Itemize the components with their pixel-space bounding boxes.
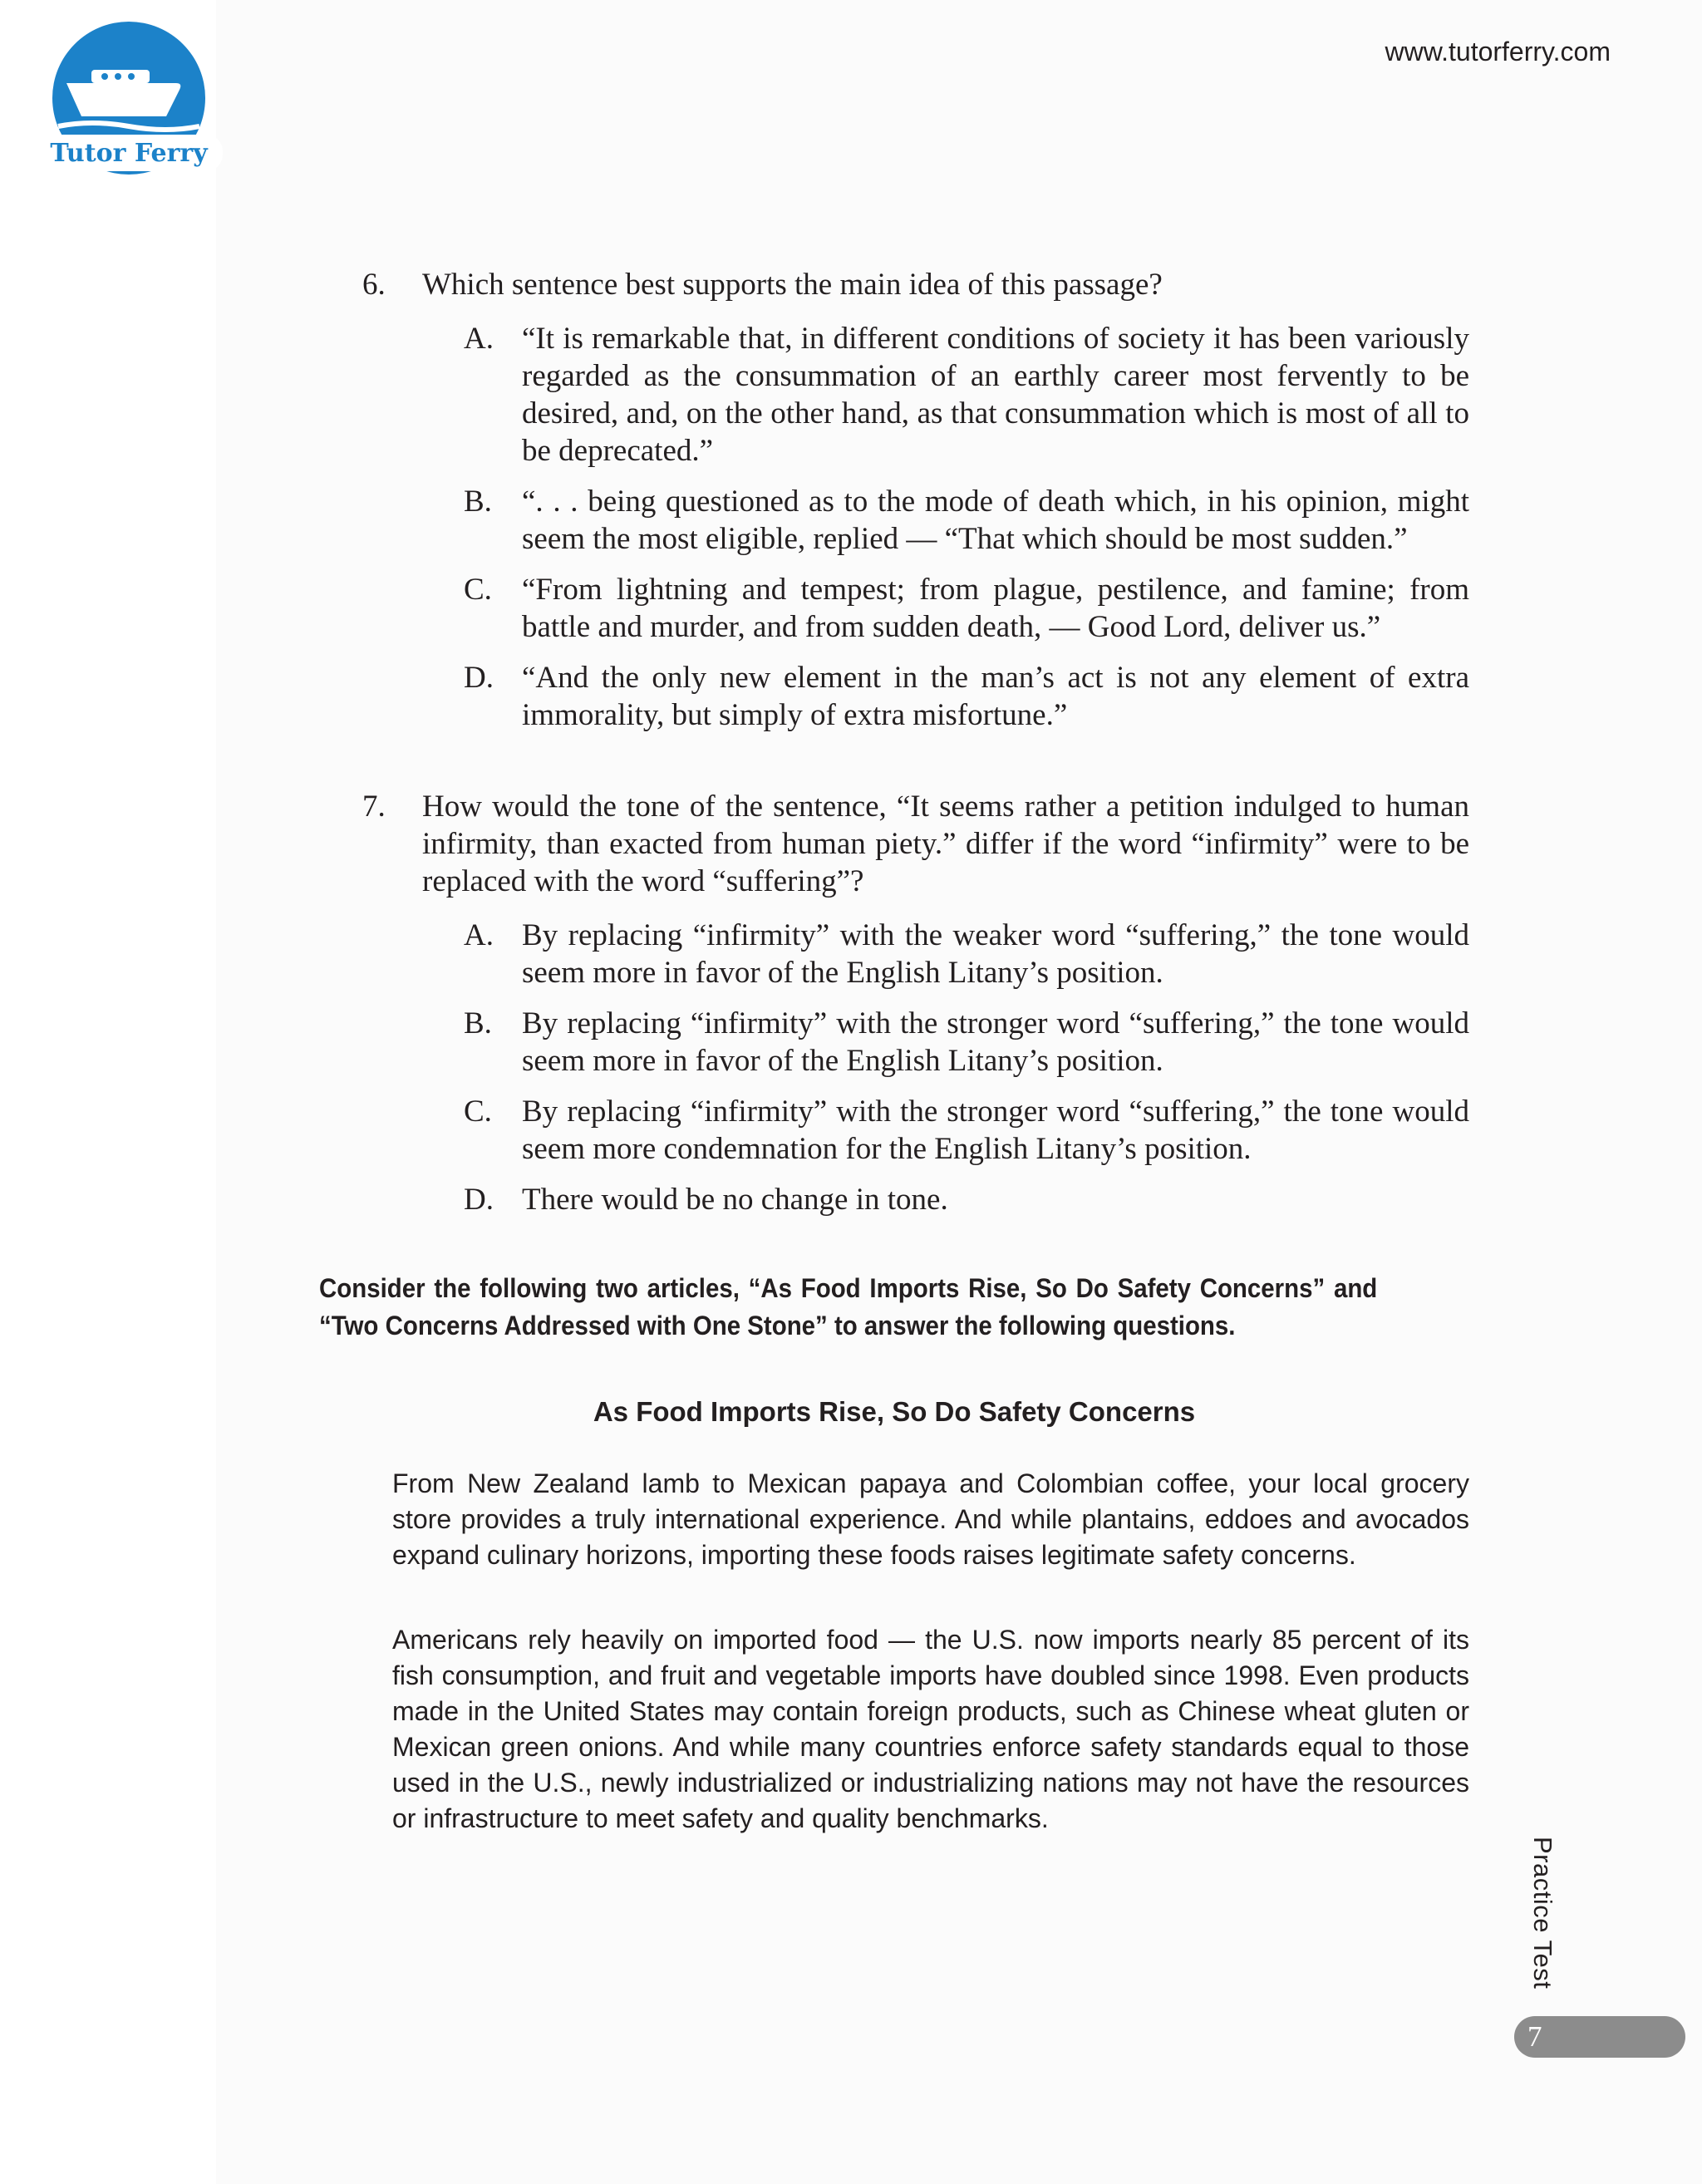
option-letter: A. [464,322,494,356]
option-letter: C. [464,1094,492,1129]
answer-option-b [464,1005,1469,1080]
svg-text:Tutor Ferry: Tutor Ferry [50,139,208,168]
option-letter: A. [464,918,494,952]
answer-option-d [464,659,1469,734]
option-text: “From lightning and tempest; from plague, pestilence, and famine; from battle and murder, and from sudden death, — Good Lord, deliver us.” [522,573,1469,644]
option-letter: C. [464,573,492,607]
articles-intro: Consider the following two articles, “As Food Imports Rise, So Do Safety Concerns” and “Two Concerns Addressed with One Stone” to answer the following questions. [319,1273,1378,1340]
option-text: “It is remarkable that, in different conditions of society it has been variously regarded as the consummation of an earthly career most fervently to be desired, and, on the other hand, as that consummation which is most of all to be deprecated.” [522,322,1469,468]
answer-option-d [464,1181,1469,1218]
question-6 [362,266,1469,747]
tutor-ferry-logo [33,18,224,176]
question-stem: Which sentence best supports the main idea of this passage? [422,268,1163,302]
option-text: By replacing “infirmity” with the weaker word “suffering,” the tone would seem more in favor of the English Litany’s position. [522,918,1469,990]
option-text: “. . . being questioned as to the mode of death which, in his opinion, might seem the most eligible, replied — “That which should be most sudden.” [522,485,1469,556]
option-text: There would be no change in tone. [522,1183,948,1217]
answer-option-c [464,571,1469,646]
article-paragraph: From New Zealand lamb to Mexican papaya and Colombian coffee, your local grocery store provides a truly international experience. And while plantains, eddoes and avocados expand culinary horizons, importing these foods raises legitimate safety concerns. [392,1468,1469,1570]
article-paragraph: Americans rely heavily on imported food — the U.S. now imports nearly 85 percent of its fish consumption, and fruit and vegetable imports have doubled since 1998. Even products made in the United States may contain foreign products, such as Chinese wheat gluten or Mexican green onions. And while many countries enforce safety standards equal to those used in the U.S., newly industrialized or industrializing nations may not have the resources or infrastructure to meet safety and quality benchmarks. [392,1625,1469,1833]
answer-option-b [464,483,1469,558]
option-letter: B. [464,485,492,519]
option-text: By replacing “infirmity” with the stronger word “suffering,” the tone would seem more condemnation for the English Litany’s position. [522,1094,1469,1166]
answer-options [464,320,1469,734]
option-text: “And the only new element in the man’s act is not any element of extra immorality, but simply of extra misfortune.” [522,661,1469,732]
question-7 [362,788,1469,1232]
page-number: 7 [1527,2020,1542,2053]
answer-options [464,917,1469,1218]
site-url[interactable]: www.tutorferry.com [1385,37,1611,66]
answer-option-c [464,1093,1469,1168]
section-side-label: Practice Test [1528,1837,1557,1990]
option-letter: B. [464,1006,492,1040]
answer-option-a [464,917,1469,991]
question-number: 6. [362,268,386,302]
question-stem: How would the tone of the sentence, “It seems rather a petition indulged to human infirmity, than exacted from human piety.” differ if the word “infirmity” were to be replaced with the word “suffering”? [422,789,1469,898]
article-title: As Food Imports Rise, So Do Safety Concerns [593,1396,1196,1427]
option-letter: D. [464,1183,494,1217]
option-letter: D. [464,661,494,695]
question-number: 7. [362,789,386,824]
option-text: By replacing “infirmity” with the stronger word “suffering,” the tone would seem more in favor of the English Litany’s position. [522,1006,1469,1078]
answer-option-a [464,320,1469,470]
